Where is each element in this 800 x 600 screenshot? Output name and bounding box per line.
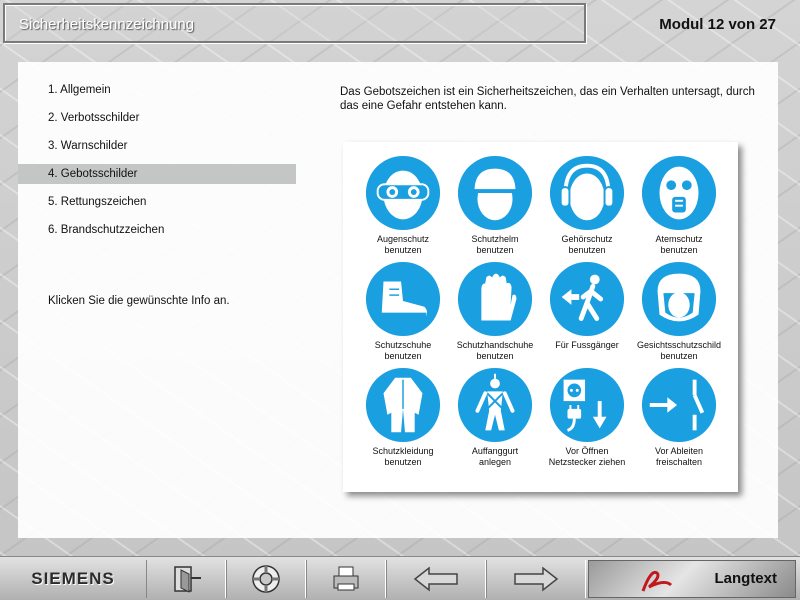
sign-item [633, 260, 725, 366]
sign-item [541, 154, 633, 260]
sign-label: Für Fussgänger [555, 340, 619, 350]
ear-protection-icon [548, 154, 626, 232]
menu-item-brandschutzzeichen[interactable]: 6. Brandschutzzeichen [48, 224, 165, 236]
topic-menu [18, 80, 296, 248]
sign-item [633, 366, 725, 472]
sign-item [357, 366, 449, 472]
switch-off-icon [640, 366, 718, 444]
siemens-logo: SIEMENS [31, 569, 115, 588]
respirator-icon [640, 154, 718, 232]
face-shield-icon [640, 260, 718, 338]
sign-label: Atemschutz benutzen [655, 234, 703, 255]
overall-icon [364, 366, 442, 444]
instruction-text: Klicken Sie die gewünschte Info an. [48, 295, 230, 307]
sign-label: Schutzschuhe benutzen [374, 340, 432, 361]
pdf-icon [637, 565, 677, 595]
sign-item [357, 154, 449, 260]
exit-button[interactable] [146, 560, 226, 598]
safety-boot-icon [364, 260, 442, 338]
help-button[interactable] [226, 560, 306, 598]
exit-door-icon [169, 564, 203, 594]
printer-icon [330, 564, 362, 594]
sign-item [541, 260, 633, 366]
glove-icon [456, 260, 534, 338]
arrow-left-icon [413, 566, 459, 592]
forward-button[interactable] [486, 560, 586, 598]
unplug-icon [548, 366, 626, 444]
sign-item [449, 366, 541, 472]
sign-item [541, 366, 633, 472]
sign-label: Vor Ableiten freischalten [654, 446, 704, 467]
back-button[interactable] [386, 560, 486, 598]
sign-label: Schutzkleidung benutzen [372, 446, 434, 467]
helmet-icon [456, 154, 534, 232]
sign-label: Augenschutz benutzen [376, 234, 430, 255]
menu-item-warnschilder[interactable]: 3. Warnschilder [48, 140, 128, 152]
sign-label: Schutzhandschuhe benutzen [456, 340, 534, 361]
menu-item-gebotsschilder[interactable]: 4. Gebotsschilder [18, 164, 296, 184]
sign-item [449, 260, 541, 366]
sign-label: Gehörschutz benutzen [561, 234, 613, 255]
langtext-button[interactable] [588, 560, 796, 598]
menu-item-allgemein[interactable]: 1. Allgemein [48, 84, 111, 96]
module-counter: Modul 12 von 27 [659, 16, 776, 33]
bottom-toolbar [0, 556, 800, 600]
lifebuoy-icon [250, 563, 282, 595]
content-area [18, 62, 778, 538]
sign-item [449, 154, 541, 260]
sign-item [357, 260, 449, 366]
sign-label: Schutzhelm benutzen [471, 234, 519, 255]
sign-label: Gesichtsschutzschild benutzen [636, 340, 722, 361]
menu-item-rettungszeichen[interactable]: 5. Rettungszeichen [48, 196, 147, 208]
page-title: Sicherheitskennzeichnung [19, 16, 195, 33]
print-button[interactable] [306, 560, 386, 598]
pedestrian-icon [548, 260, 626, 338]
langtext-label: Langtext [714, 570, 777, 587]
arrow-right-icon [513, 566, 559, 592]
signs-panel [343, 142, 738, 492]
title-bar [3, 3, 586, 43]
sign-label: Vor Öffnen Netzstecker ziehen [548, 446, 626, 467]
sign-item [633, 154, 725, 260]
harness-icon [456, 366, 534, 444]
menu-item-verbotsschilder[interactable]: 2. Verbotsschilder [48, 112, 140, 124]
sign-label: Auffanggurt anlegen [471, 446, 519, 467]
description-text: Das Gebotszeichen ist ein Sicherheitszeichen, das ein Verhalten untersagt, durch das eine Gefahr entstehen kann. [340, 86, 755, 112]
goggles-icon [364, 154, 442, 232]
